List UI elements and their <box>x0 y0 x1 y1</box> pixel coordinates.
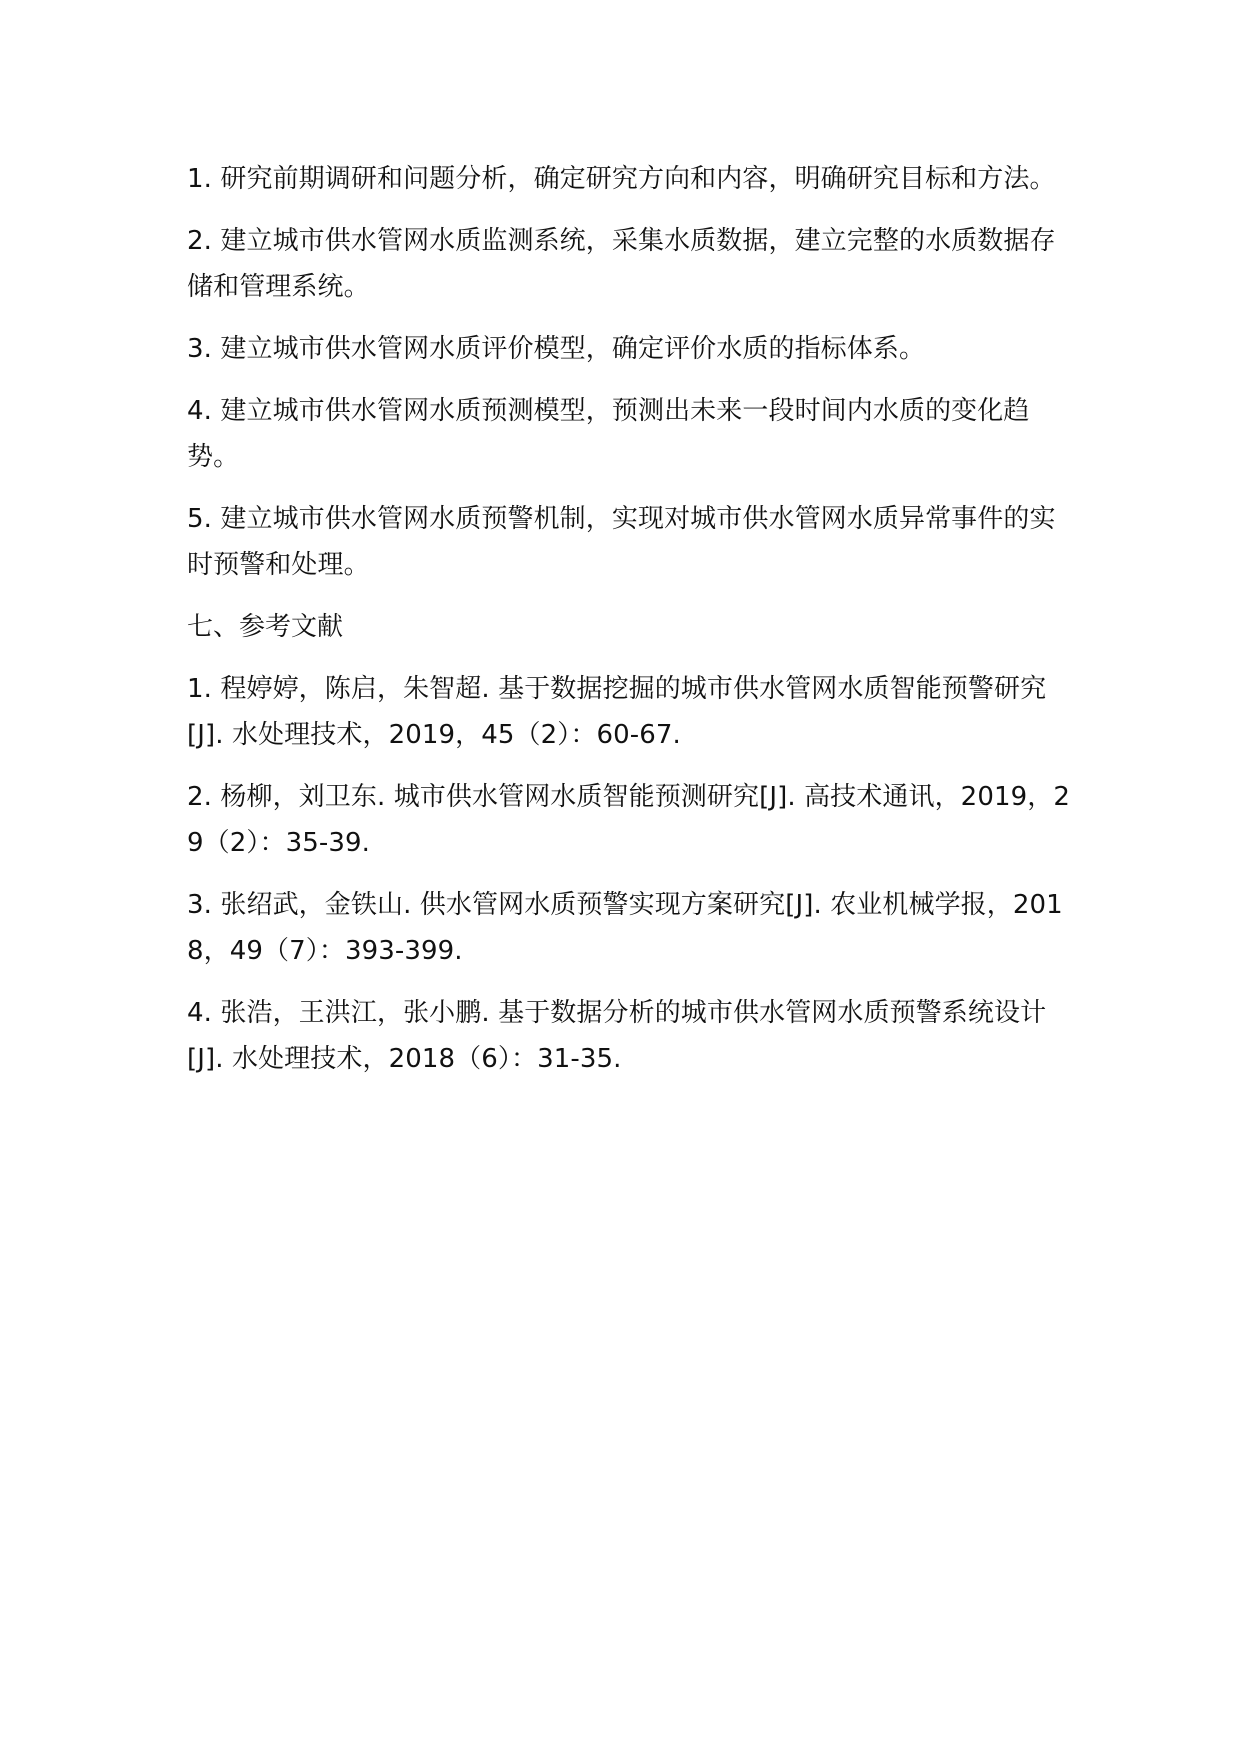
reference-item-1: 1. 程婷婷，陈启，朱智超. 基于数据挖掘的城市供水管网水质智能预警研究[J]. 水处理技术，2019，45（2）：60-67. <box>187 674 1047 750</box>
step-item-2: 2. 建立城市供水管网水质监测系统，采集水质数据，建立完整的水质数据存储和管理系统。 <box>187 226 1056 302</box>
references-heading: 七、参考文献 <box>187 612 344 642</box>
step-item-4: 4. 建立城市供水管网水质预测模型，预测出未来一段时间内水质的变化趋势。 <box>187 396 1030 472</box>
step-item-1: 1. 研究前期调研和问题分析，确定研究方向和内容，明确研究目标和方法。 <box>187 164 1056 194</box>
step-item-5: 5. 建立城市供水管网水质预警机制，实现对城市供水管网水质异常事件的实时预警和处理。 <box>187 504 1056 580</box>
step-item-3: 3. 建立城市供水管网水质评价模型，确定评价水质的指标体系。 <box>187 334 926 364</box>
reference-item-3: 3. 张绍武，金铁山. 供水管网水质预警实现方案研究[J]. 农业机械学报，2018，49（7）：393-399. <box>187 890 1063 966</box>
reference-item-2: 2. 杨柳，刘卫东. 城市供水管网水质智能预测研究[J]. 高技术通讯，2019，29（2）：35-39. <box>187 782 1070 858</box>
reference-item-4: 4. 张浩，王洪江，张小鹏. 基于数据分析的城市供水管网水质预警系统设计[J]. 水处理技术，2018（6）：31-35. <box>187 998 1047 1074</box>
document-content <box>187 156 1077 1098</box>
